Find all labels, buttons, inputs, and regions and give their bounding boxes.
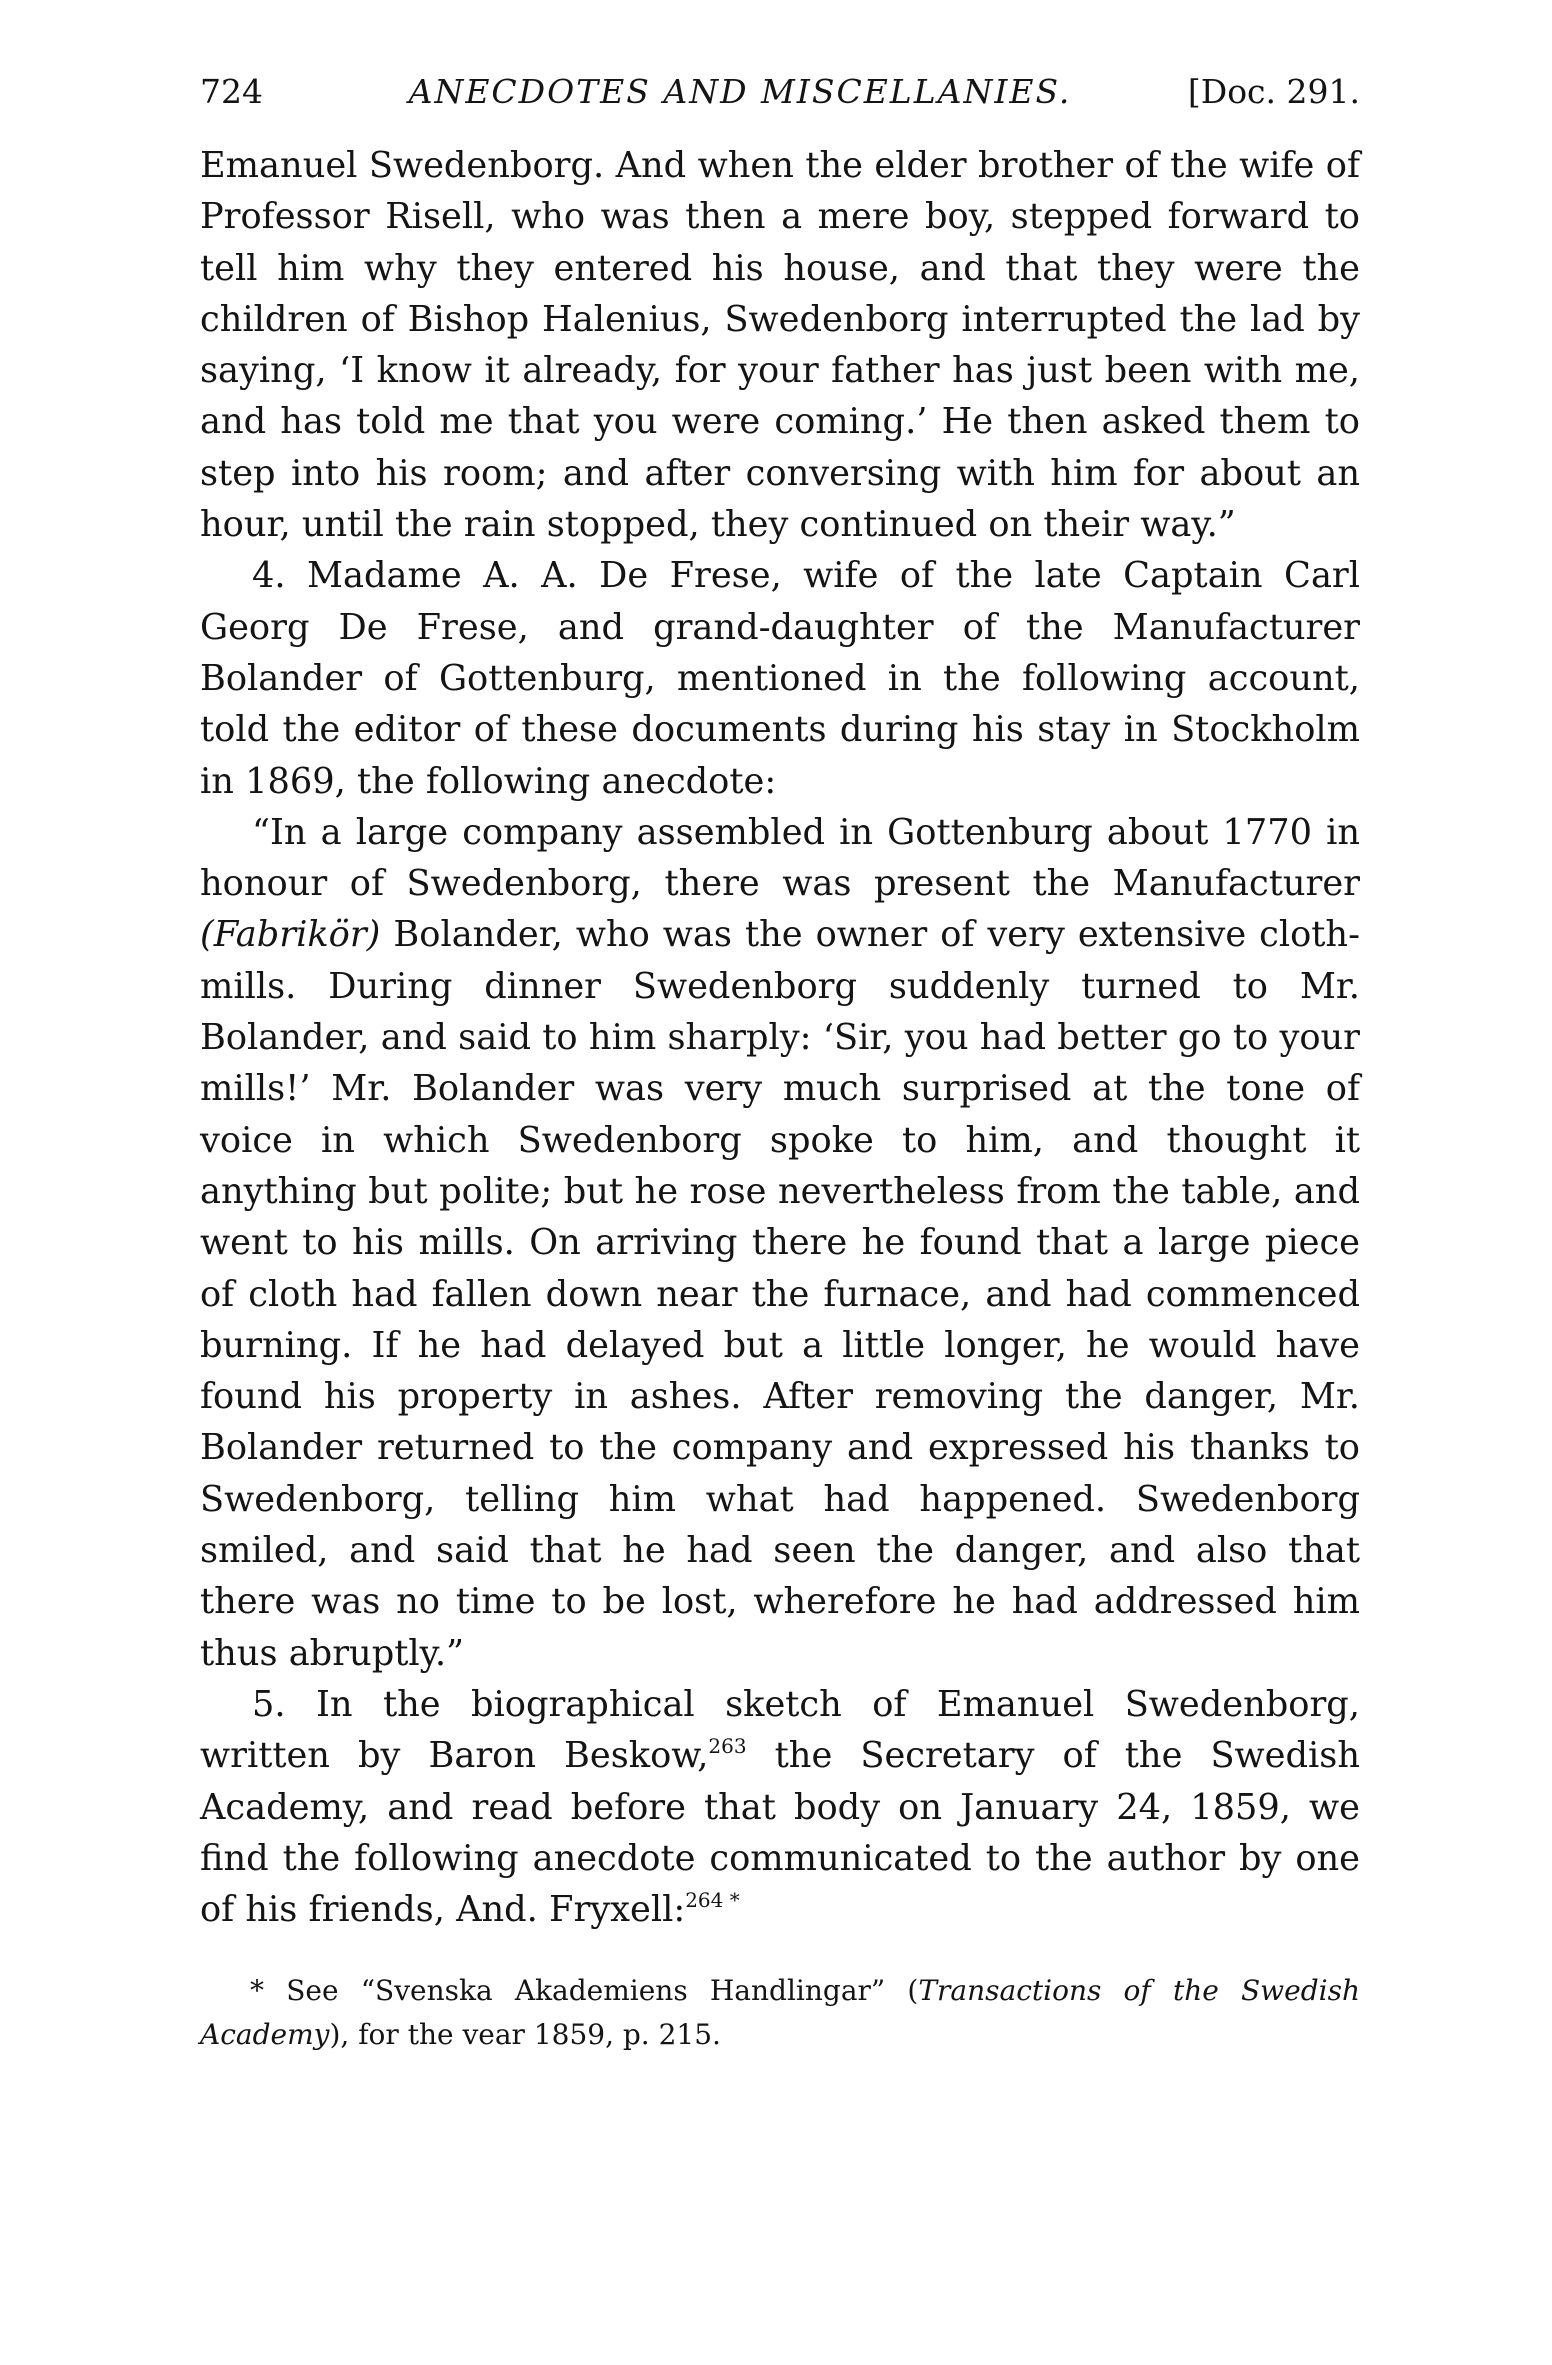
reference-263: 263 (708, 1734, 747, 1759)
page-number: 724 (200, 72, 263, 111)
body-text (200, 140, 1360, 1935)
footnote (200, 1969, 1360, 2057)
paragraph-5-text-2: the Secretary of the Swedish Academy, and read before that body on January 24, 1859, we find the following anecdote communicated to the author by one of his friends, And. Fryxell: (200, 1735, 1360, 1931)
footnote-text-start: * See “Svenska Akademiens Handlingar” ( (250, 1974, 919, 2008)
reference-264: 264 * (685, 1888, 740, 1913)
paragraph-continued: Emanuel Swedenborg. And when the elder brother of the wife of Professor Risell, who was then a mere boy, stepped forward to tell him why they entered his house, and that they were the children of Bishop Halenius, Swedenborg interrupted the lad by saying, ‘I know it already, for your father has just been with me, and has told me that you were coming.’ He then asked them to step into his room; and after conversing with him for about an hour, until the rain stopped, they continued on their way.” (200, 145, 1360, 546)
paragraph-5-text-1: 5. In the biographical sketch of Emanuel Swedenborg, written by Baron Beskow, (200, 1683, 1360, 1777)
document-page (200, 72, 1360, 2057)
quote-italic-term: (Fabrikör) (200, 914, 381, 956)
footnote-text-end: ), for the vear 1859, p. 215. (329, 2018, 721, 2052)
quote-text-rest: Bolander, who was the owner of very extensive cloth-mills. During dinner Swedenborg suddenly turned to Mr. Bolander, and said to him sharply: ‘Sir, you had better go to your mills!’ Mr. Bolander was very much surprised at the tone of voice in which Swedenborg spoke to him, and thought it anything but polite; but he rose nevertheless from the table, and went to his mills. On arriving there he found that a large piece of cloth had fallen down near the furnace, and had commenced burning. If he had delayed but a little longer, he would have found his property in ashes. After removing the danger, Mr. Bolander returned to the company and expressed his thanks to Swedenborg, telling him what had happened. Swedenborg smiled, and said that he had seen the danger, and also that there was no time to be lost, wherefore he had addressed him thus abruptly.” (200, 914, 1360, 1674)
paragraph-5 (200, 1679, 1360, 1935)
page-header (200, 72, 1360, 136)
running-title: ANECDOTES AND MISCELLANIES. (408, 72, 1072, 111)
document-reference: [Doc. 291. (1187, 72, 1360, 111)
quote-text-start: “In a large company assembled in Gottenburg about 1770 in honour of Swedenborg, there was present the Manufacturer (200, 811, 1360, 905)
footnote-italic-title: Transactions of the Swedish Academy (200, 1974, 1360, 2052)
paragraph-4: 4. Madame A. A. De Frese, wife of the late Captain Carl Georg De Frese, and grand-daughter of the Manufacturer Bolander of Gottenburg, mentioned in the following account, told the editor of these documents during his stay in Stockholm in 1869, the following anecdote: (200, 555, 1360, 802)
paragraph-quote (200, 807, 1360, 1679)
